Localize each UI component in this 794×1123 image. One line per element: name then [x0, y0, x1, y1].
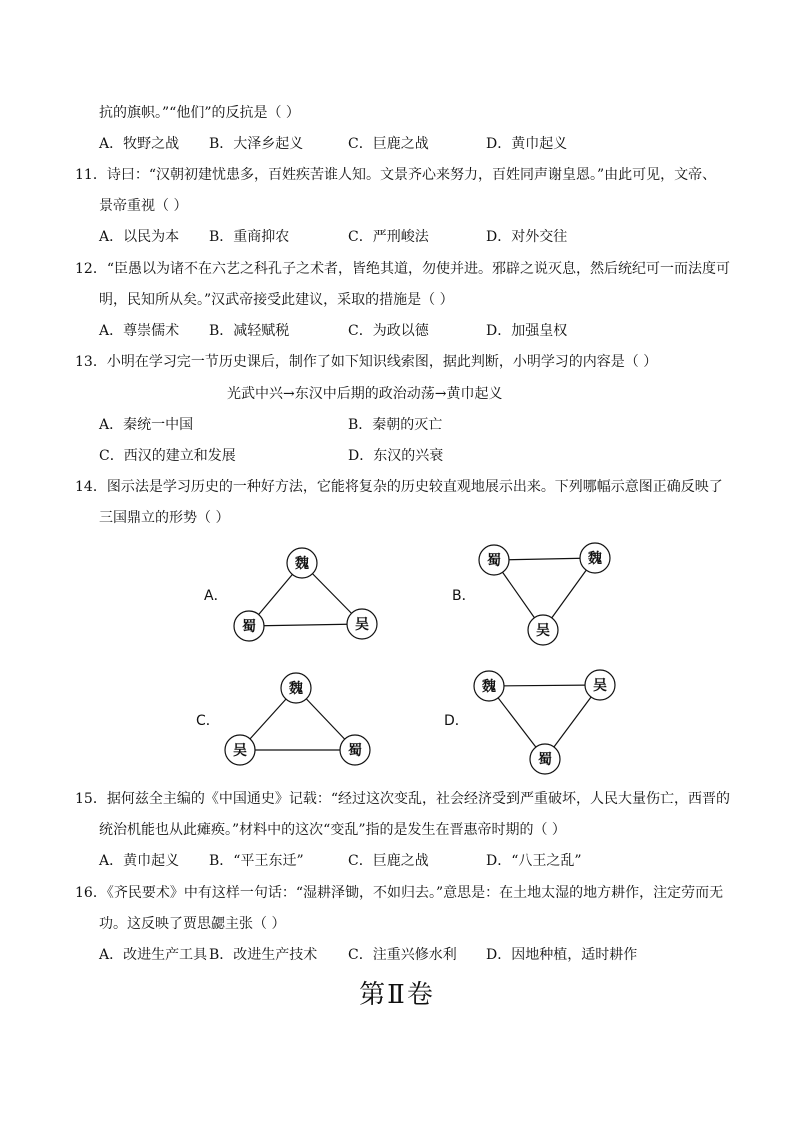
- diagram-a-node-1: [287, 548, 317, 578]
- diagram-c-node-3: [340, 735, 370, 765]
- q14-stem-line1: 14．图示法是学习历史的一种好方法，它能将复杂的历史较直观地展示出来。下列哪幅示意图正确反映了: [75, 479, 723, 495]
- q13-knowledge-flow: 光武中兴→东汉中后期的政治动荡→黄巾起义: [227, 386, 503, 402]
- diagram-d-label: D．: [444, 713, 469, 729]
- q10-option-b: B．大泽乡起义: [209, 136, 304, 152]
- q15-stem-line2: 统治机能也从此瘫痪。”材料中的这次“变乱”指的是发生在晋惠帝时期的（ ）: [99, 822, 566, 838]
- svg-text:魏: 魏: [482, 679, 496, 695]
- diagram-a-label: A．: [204, 588, 228, 604]
- svg-text:蜀: 蜀: [348, 743, 362, 759]
- q13-option-d: D．东汉的兴衰: [348, 448, 444, 464]
- q14-stem-line2: 三国鼎立的形势（ ）: [99, 510, 230, 526]
- diagram-c-node-1: [281, 673, 311, 703]
- q11-option-a: A．以民为本: [99, 229, 180, 245]
- svg-text:蜀: 蜀: [487, 553, 501, 569]
- q12-stem-line1: 12．“臣愚以为诸不在六艺之科孔子之术者，皆绝其道，勿使并进。邪辟之说灭息，然后统纪可一而法度可: [75, 261, 730, 277]
- q15-option-d: D．“八王之乱”: [486, 853, 582, 869]
- q10-option-c: C．巨鹿之战: [348, 136, 429, 152]
- q13-stem-line1: 13．小明在学习完一节历史课后，制作了如下知识线索图，据此判断，小明学习的内容是（ ）: [75, 354, 658, 370]
- q13-option-b: B．秦朝的灭亡: [348, 417, 443, 433]
- q13-option-c: C．西汉的建立和发展: [99, 448, 236, 464]
- q10-tail-line: 抗的旗帜。”“他们”的反抗是（ ）: [99, 105, 300, 121]
- q16-option-d: D．因地种植，适时耕作: [486, 947, 638, 963]
- q11-stem-line2: 景帝重视（ ）: [99, 198, 188, 214]
- q11-option-c: C．严刑峻法: [348, 229, 429, 245]
- q10-option-a: A．牧野之战: [99, 136, 180, 152]
- diagram-b-label: B．: [452, 588, 476, 604]
- q12-option-d: D．加强皇权: [486, 323, 568, 339]
- q11-option-b: B．重商抑农: [209, 229, 290, 245]
- svg-text:魏: 魏: [588, 551, 602, 567]
- q12-option-a: A．尊崇儒术: [99, 323, 180, 339]
- diagram-d-node-1: [474, 671, 504, 701]
- svg-text:吴: 吴: [536, 623, 550, 639]
- q13-option-a: A．秦统一中国: [99, 417, 194, 433]
- q11-option-d: D．对外交往: [486, 229, 568, 245]
- svg-text:魏: 魏: [289, 681, 303, 697]
- q16-stem-line1: 16．《齐民要术》中有这样一句话：“湿耕泽锄，不如归去。”意思是：在土地太湿的地方耕作，注定劳而无: [75, 885, 724, 901]
- diagram-d-node-3: [530, 744, 560, 774]
- svg-text:蜀: 蜀: [242, 619, 256, 635]
- q15-option-b: B．“平王东迁”: [209, 853, 304, 869]
- q16-stem-line2: 功。这反映了贾思勰主张（ ）: [99, 916, 286, 932]
- svg-text:吴: 吴: [355, 617, 369, 633]
- diagram-b-node-1: [479, 545, 509, 575]
- q15-option-c: C．巨鹿之战: [348, 853, 429, 869]
- q12-stem-line2: 明，民知所从矣。”汉武帝接受此建议，采取的措施是（ ）: [99, 292, 454, 308]
- q12-option-b: B．减轻赋税: [209, 323, 290, 339]
- q14-diagrams: [0, 540, 794, 780]
- diagram-b-node-3: [528, 615, 558, 645]
- q12-option-c: C．为政以德: [348, 323, 429, 339]
- q10-option-d: D．黄巾起义: [486, 136, 568, 152]
- svg-text:蜀: 蜀: [538, 752, 552, 768]
- section-title: 第Ⅱ卷: [359, 980, 435, 1010]
- diagram-d-node-2: [585, 670, 615, 700]
- diagram-c-node-2: [225, 735, 255, 765]
- q15-option-a: A．黄巾起义: [99, 853, 180, 869]
- q15-stem-line1: 15．据何兹全主编的《中国通史》记载：“经过这次变乱，社会经济受到严重破坏，人民大量伤亡，西晋的: [75, 791, 730, 807]
- q16-option-c: C．注重兴修水利: [348, 947, 457, 963]
- svg-text:吴: 吴: [593, 678, 607, 694]
- diagram-b-node-2: [580, 543, 610, 573]
- diagram-a-node-2: [234, 611, 264, 641]
- diagram-c-label: C．: [196, 713, 220, 729]
- q16-option-a: A．改进生产工具: [99, 947, 208, 963]
- svg-text:吴: 吴: [233, 743, 247, 759]
- q16-option-b: B．改进生产技术: [209, 947, 318, 963]
- diagram-a-node-3: [347, 609, 377, 639]
- svg-text:魏: 魏: [295, 556, 309, 572]
- q11-stem-line1: 11．诗曰：“汉朝初建忧患多，百姓疾苦谁人知。文景齐心来努力，百姓同声谢皇恩。”由此可见，文帝、: [75, 167, 717, 183]
